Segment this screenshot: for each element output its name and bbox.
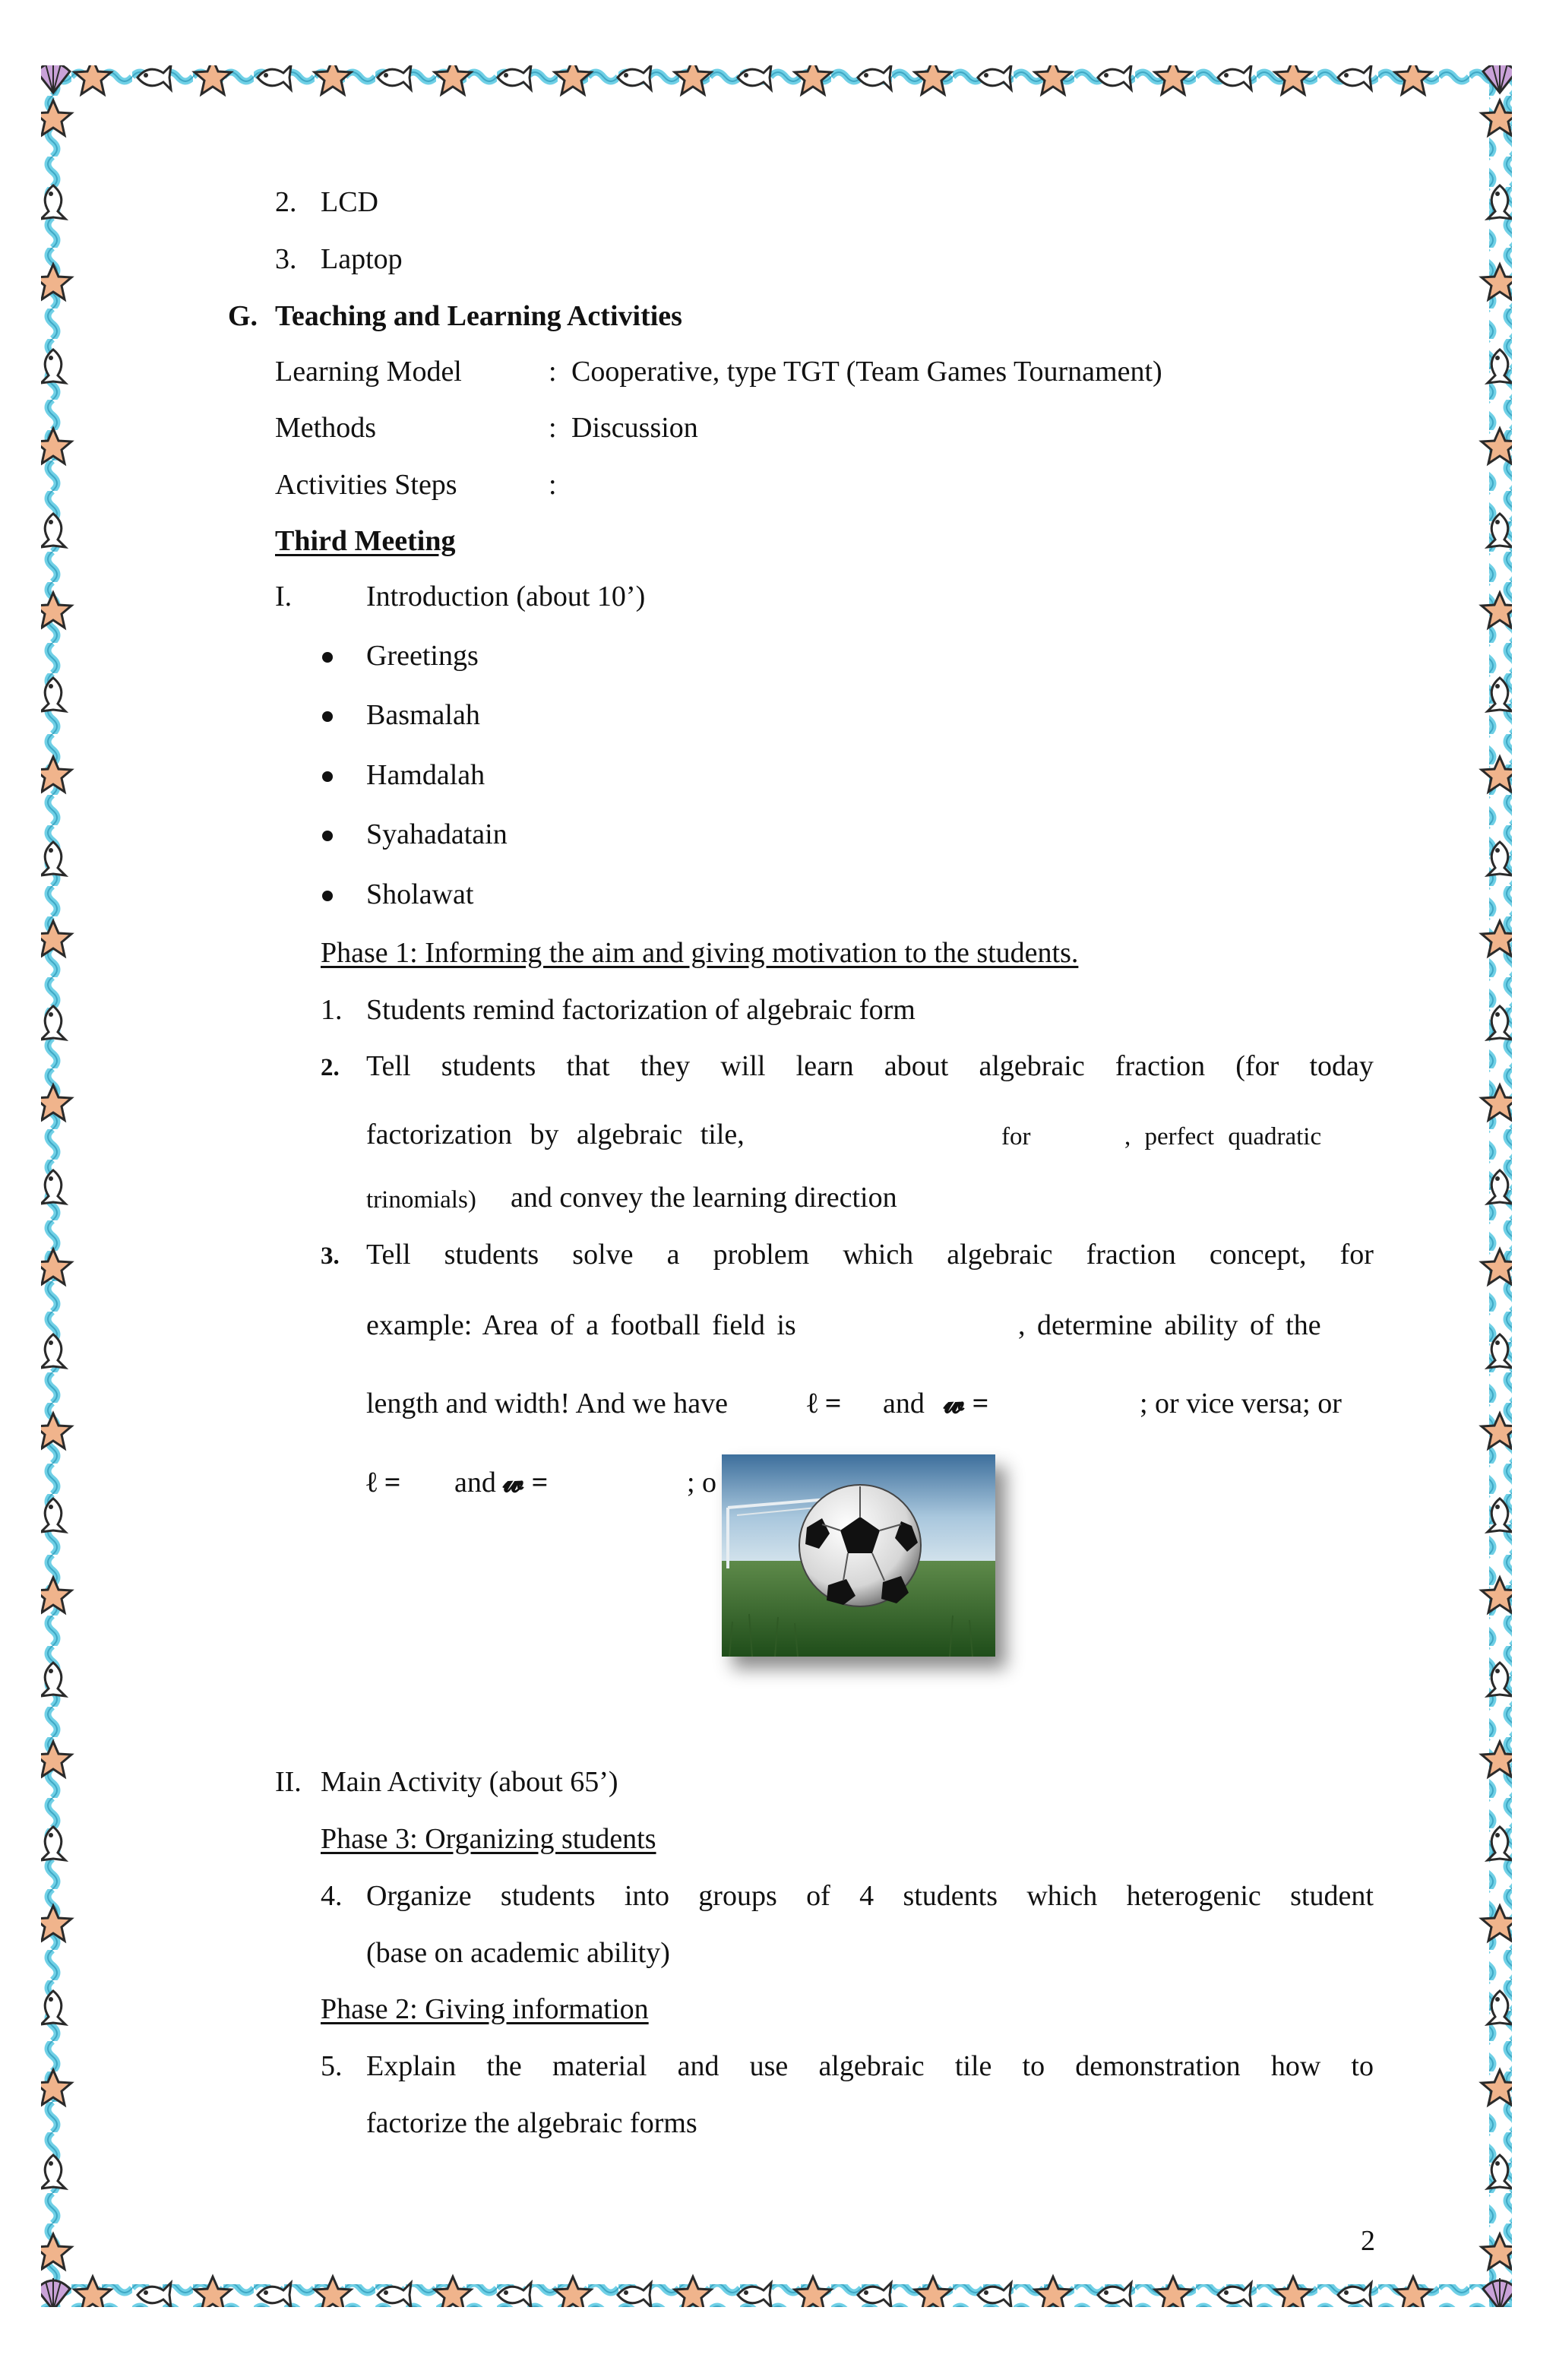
border-star-icon: [795, 65, 831, 94]
border-star-icon: [1482, 1413, 1512, 1448]
step-text: and: [883, 1388, 925, 1419]
border-fish-icon: [1488, 1663, 1512, 1696]
border-star-icon: [74, 65, 111, 94]
border-fish-icon: [1488, 2155, 1512, 2189]
border-star-icon: [194, 65, 231, 94]
border-fish-icon: [41, 678, 65, 711]
meta-colon: :: [549, 356, 557, 388]
border-star-icon: [315, 2277, 351, 2307]
border-star-icon: [1482, 264, 1512, 299]
word: how: [1270, 2050, 1321, 2082]
border-fish-icon: [1488, 350, 1512, 383]
border-star-icon: [41, 1578, 71, 1613]
border-star-icon: [41, 2070, 71, 2105]
word: students: [903, 1880, 998, 1912]
soccer-ball-icon: [722, 1454, 995, 1657]
bullet-item: Hamdalah: [366, 759, 485, 791]
bullet-item: Basmalah: [366, 699, 480, 731]
border-star-icon: [1482, 100, 1512, 135]
bullet-dot: [322, 711, 333, 722]
word: demonstration: [1075, 2050, 1241, 2082]
step-text-line: [366, 1878, 1374, 1913]
border-star-icon: [1482, 429, 1512, 464]
border-fish-icon: [41, 1170, 65, 1204]
border-fish-icon: [1338, 65, 1371, 90]
word: a: [666, 1239, 680, 1271]
border-star-icon: [41, 1249, 71, 1284]
phase-heading: Phase 1: Informing the aim and giving motivation to the students.: [321, 937, 1079, 969]
intro-number: I.: [275, 581, 293, 612]
border-fish-icon: [41, 1827, 65, 1860]
border-star-icon: [915, 2277, 951, 2307]
border-star-icon: [1035, 65, 1071, 94]
border-fish-icon: [258, 65, 291, 90]
border-fish-icon: [138, 2283, 171, 2307]
word: the: [486, 2050, 522, 2082]
border-fish-icon: [378, 2283, 411, 2307]
word: today: [1309, 1050, 1374, 1082]
border-star-icon: [1155, 65, 1191, 94]
border-fish-icon: [738, 65, 771, 90]
word: tile: [954, 2050, 992, 2082]
border-star-icon: [555, 65, 591, 94]
word: problem: [713, 1239, 810, 1271]
border-fish-icon: [618, 2283, 651, 2307]
border-fish-icon: [41, 350, 65, 383]
border-fish-icon: [41, 1006, 65, 1040]
step-text: Students remind factorization of algebraic form: [366, 994, 916, 1026]
step-text: example: Area of a football field is: [366, 1309, 796, 1341]
meta-colon: :: [549, 412, 557, 444]
word: into: [624, 1880, 669, 1912]
intro-title: Introduction (about 10’): [366, 581, 646, 612]
word: about: [884, 1050, 949, 1082]
word: to: [1022, 2050, 1045, 2082]
border-fish-icon: [41, 842, 65, 875]
word: fraction: [1115, 1050, 1206, 1082]
border-star-icon: [1482, 1249, 1512, 1284]
word: to: [1351, 2050, 1374, 2082]
step-text: , perfect quadratic: [1124, 1123, 1322, 1150]
border-fish-icon: [1218, 2283, 1251, 2307]
border-star-icon: [41, 593, 71, 628]
word: students: [500, 1880, 596, 1912]
border-fish-icon: [41, 1663, 65, 1696]
border-star-icon: [1482, 2234, 1512, 2269]
border-star-icon: [41, 1742, 71, 1777]
page-number: 2: [1361, 2225, 1375, 2257]
meta-value: Cooperative, type TGT (Team Games Tournament): [571, 356, 1162, 388]
border-fish-icon: [138, 65, 171, 90]
step-text: factorization by algebraic tile,: [366, 1119, 745, 1150]
word: fraction: [1086, 1239, 1176, 1271]
border-star-icon: [1482, 1578, 1512, 1613]
bullet-dot: [322, 831, 333, 841]
border-star-icon: [795, 2277, 831, 2307]
step-text: , determine ability of the: [1018, 1309, 1321, 1341]
word: will: [720, 1050, 766, 1082]
border-fish-icon: [1488, 1006, 1512, 1040]
border-star-icon: [555, 2277, 591, 2307]
border-star-icon: [1035, 2277, 1071, 2307]
border-fish-icon: [1488, 1170, 1512, 1204]
border-fish-icon: [858, 65, 891, 90]
border-fish-icon: [858, 2283, 891, 2307]
border-fish-icon: [41, 514, 65, 547]
border-star-icon: [41, 100, 71, 135]
border-fish-icon: [378, 65, 411, 90]
border-fish-icon: [738, 2283, 771, 2307]
material-item-number: 2.: [275, 186, 297, 218]
word: 4: [859, 1880, 874, 1912]
border-fish-icon: [978, 2283, 1011, 2307]
bullet-dot: [322, 891, 333, 901]
word: groups: [698, 1880, 777, 1912]
word: which: [1026, 1880, 1098, 1912]
border-fish-icon: [1488, 514, 1512, 547]
word: that: [566, 1050, 610, 1082]
word: algebraic: [979, 1050, 1085, 1082]
step-text-line: [366, 1049, 1374, 1084]
step-text: ; or vice versa; or: [1140, 1388, 1342, 1419]
border-star-icon: [1482, 1085, 1512, 1120]
word: for: [1339, 1239, 1374, 1271]
material-item-text: Laptop: [321, 243, 403, 275]
border-fish-icon: [41, 185, 65, 219]
step-text: and convey the learning direction: [511, 1182, 897, 1214]
border-fish-icon: [1488, 1499, 1512, 1532]
word: algebraic: [818, 2050, 925, 2082]
border-star-icon: [1482, 757, 1512, 792]
border-fish-icon: [41, 1499, 65, 1532]
word: students: [441, 1050, 536, 1082]
border-fish-icon: [1488, 1334, 1512, 1368]
step-text: factorize the algebraic forms: [366, 2107, 697, 2139]
border-star-icon: [41, 264, 71, 299]
border-star-icon: [1395, 2277, 1431, 2307]
bullet-item: Sholawat: [366, 878, 474, 910]
word: heterogenic: [1126, 1880, 1261, 1912]
step-text: for: [1001, 1123, 1031, 1150]
border-star-icon: [675, 2277, 711, 2307]
phase-heading: Phase 3: Organizing students: [321, 1823, 656, 1855]
border-star-icon: [1155, 2277, 1191, 2307]
border-fish-icon: [1488, 678, 1512, 711]
meeting-title: Third Meeting: [275, 525, 456, 557]
step-text: ; o: [687, 1467, 717, 1499]
meta-colon: :: [549, 469, 557, 501]
bullet-item: Greetings: [366, 640, 479, 672]
border-star-icon: [41, 1906, 71, 1941]
word: learn: [795, 1050, 854, 1082]
border-star-icon: [74, 2277, 111, 2307]
border-star-icon: [41, 1085, 71, 1120]
border-fish-icon: [258, 2283, 291, 2307]
section-title: Teaching and Learning Activities: [275, 300, 682, 332]
border-star-icon: [41, 1413, 71, 1448]
word: which: [843, 1239, 914, 1271]
length-symbol: ℓ =: [366, 1467, 401, 1499]
border-fish-icon: [41, 1991, 65, 2024]
border-star-icon: [194, 2277, 231, 2307]
word: Tell: [366, 1239, 411, 1271]
step-text-line: [366, 1237, 1374, 1272]
word: student: [1290, 1880, 1374, 1912]
section-letter: G.: [228, 300, 258, 332]
border-star-icon: [1275, 65, 1311, 94]
main-title: Main Activity (about 65’): [321, 1766, 618, 1798]
material-item-number: 3.: [275, 243, 297, 275]
word: (for: [1235, 1050, 1279, 1082]
word: algebraic: [947, 1239, 1053, 1271]
step-text: trinomials): [366, 1186, 476, 1214]
word: Explain: [366, 2050, 457, 2082]
border-star-icon: [41, 757, 71, 792]
word: students: [444, 1239, 539, 1271]
football-field-image: [722, 1454, 995, 1657]
step-number: 4.: [321, 1880, 343, 1912]
border-fish-icon: [1218, 65, 1251, 90]
border-fish-icon: [498, 65, 531, 90]
phase-heading: Phase 2: Giving information: [321, 1993, 649, 2025]
border-fish-icon: [1098, 65, 1131, 90]
border-fish-icon: [1488, 1827, 1512, 1860]
border-fish-icon: [618, 65, 651, 90]
word: material: [552, 2050, 647, 2082]
border-star-icon: [1482, 1906, 1512, 1941]
meta-label: Activities Steps: [275, 469, 457, 501]
width-symbol: 𝔀 =: [503, 1467, 549, 1499]
border-star-icon: [1482, 921, 1512, 956]
step-text-line: [366, 2049, 1374, 2084]
step-text: length and width! And we have: [366, 1388, 728, 1419]
step-text: and: [454, 1467, 496, 1499]
border-star-icon: [435, 65, 471, 94]
border-fish-icon: [1488, 842, 1512, 875]
border-fish-icon: [978, 65, 1011, 90]
border-fish-icon: [1488, 1991, 1512, 2024]
step-number: 3.: [321, 1242, 340, 1270]
meta-label: Learning Model: [275, 356, 462, 388]
step-number: 2.: [321, 1054, 340, 1081]
meta-value: Discussion: [571, 412, 698, 444]
border-fish-icon: [498, 2283, 531, 2307]
bullet-dot: [322, 771, 333, 782]
width-symbol: 𝔀 =: [944, 1388, 989, 1419]
step-number: 5.: [321, 2050, 343, 2082]
border-star-icon: [915, 65, 951, 94]
border-star-icon: [315, 65, 351, 94]
main-number: II.: [275, 1766, 302, 1798]
border-star-icon: [1275, 2277, 1311, 2307]
word: of: [806, 1880, 830, 1912]
step-text: (base on academic ability): [366, 1937, 670, 1969]
word: they: [640, 1050, 691, 1082]
meta-label: Methods: [275, 412, 376, 444]
bullet-dot: [322, 652, 333, 663]
border-fish-icon: [1338, 2283, 1371, 2307]
border-star-icon: [1482, 1742, 1512, 1777]
word: Organize: [366, 1880, 472, 1912]
material-item-text: LCD: [321, 186, 378, 218]
border-star-icon: [675, 65, 711, 94]
border-star-icon: [1482, 593, 1512, 628]
border-star-icon: [41, 921, 71, 956]
border-fish-icon: [1098, 2283, 1131, 2307]
step-number: 1.: [321, 994, 343, 1026]
border-star-icon: [41, 2234, 71, 2269]
word: concept,: [1209, 1239, 1307, 1271]
bullet-item: Syahadatain: [366, 818, 508, 850]
word: Tell: [366, 1050, 411, 1082]
border-star-icon: [1482, 2070, 1512, 2105]
word: use: [749, 2050, 789, 2082]
border-fish-icon: [41, 1334, 65, 1368]
border-star-icon: [1395, 65, 1431, 94]
border-fish-icon: [41, 2155, 65, 2189]
border-star-icon: [435, 2277, 471, 2307]
length-symbol: ℓ =: [807, 1388, 842, 1419]
word: and: [677, 2050, 719, 2082]
border-star-icon: [41, 429, 71, 464]
word: solve: [572, 1239, 634, 1271]
border-fish-icon: [1488, 185, 1512, 219]
